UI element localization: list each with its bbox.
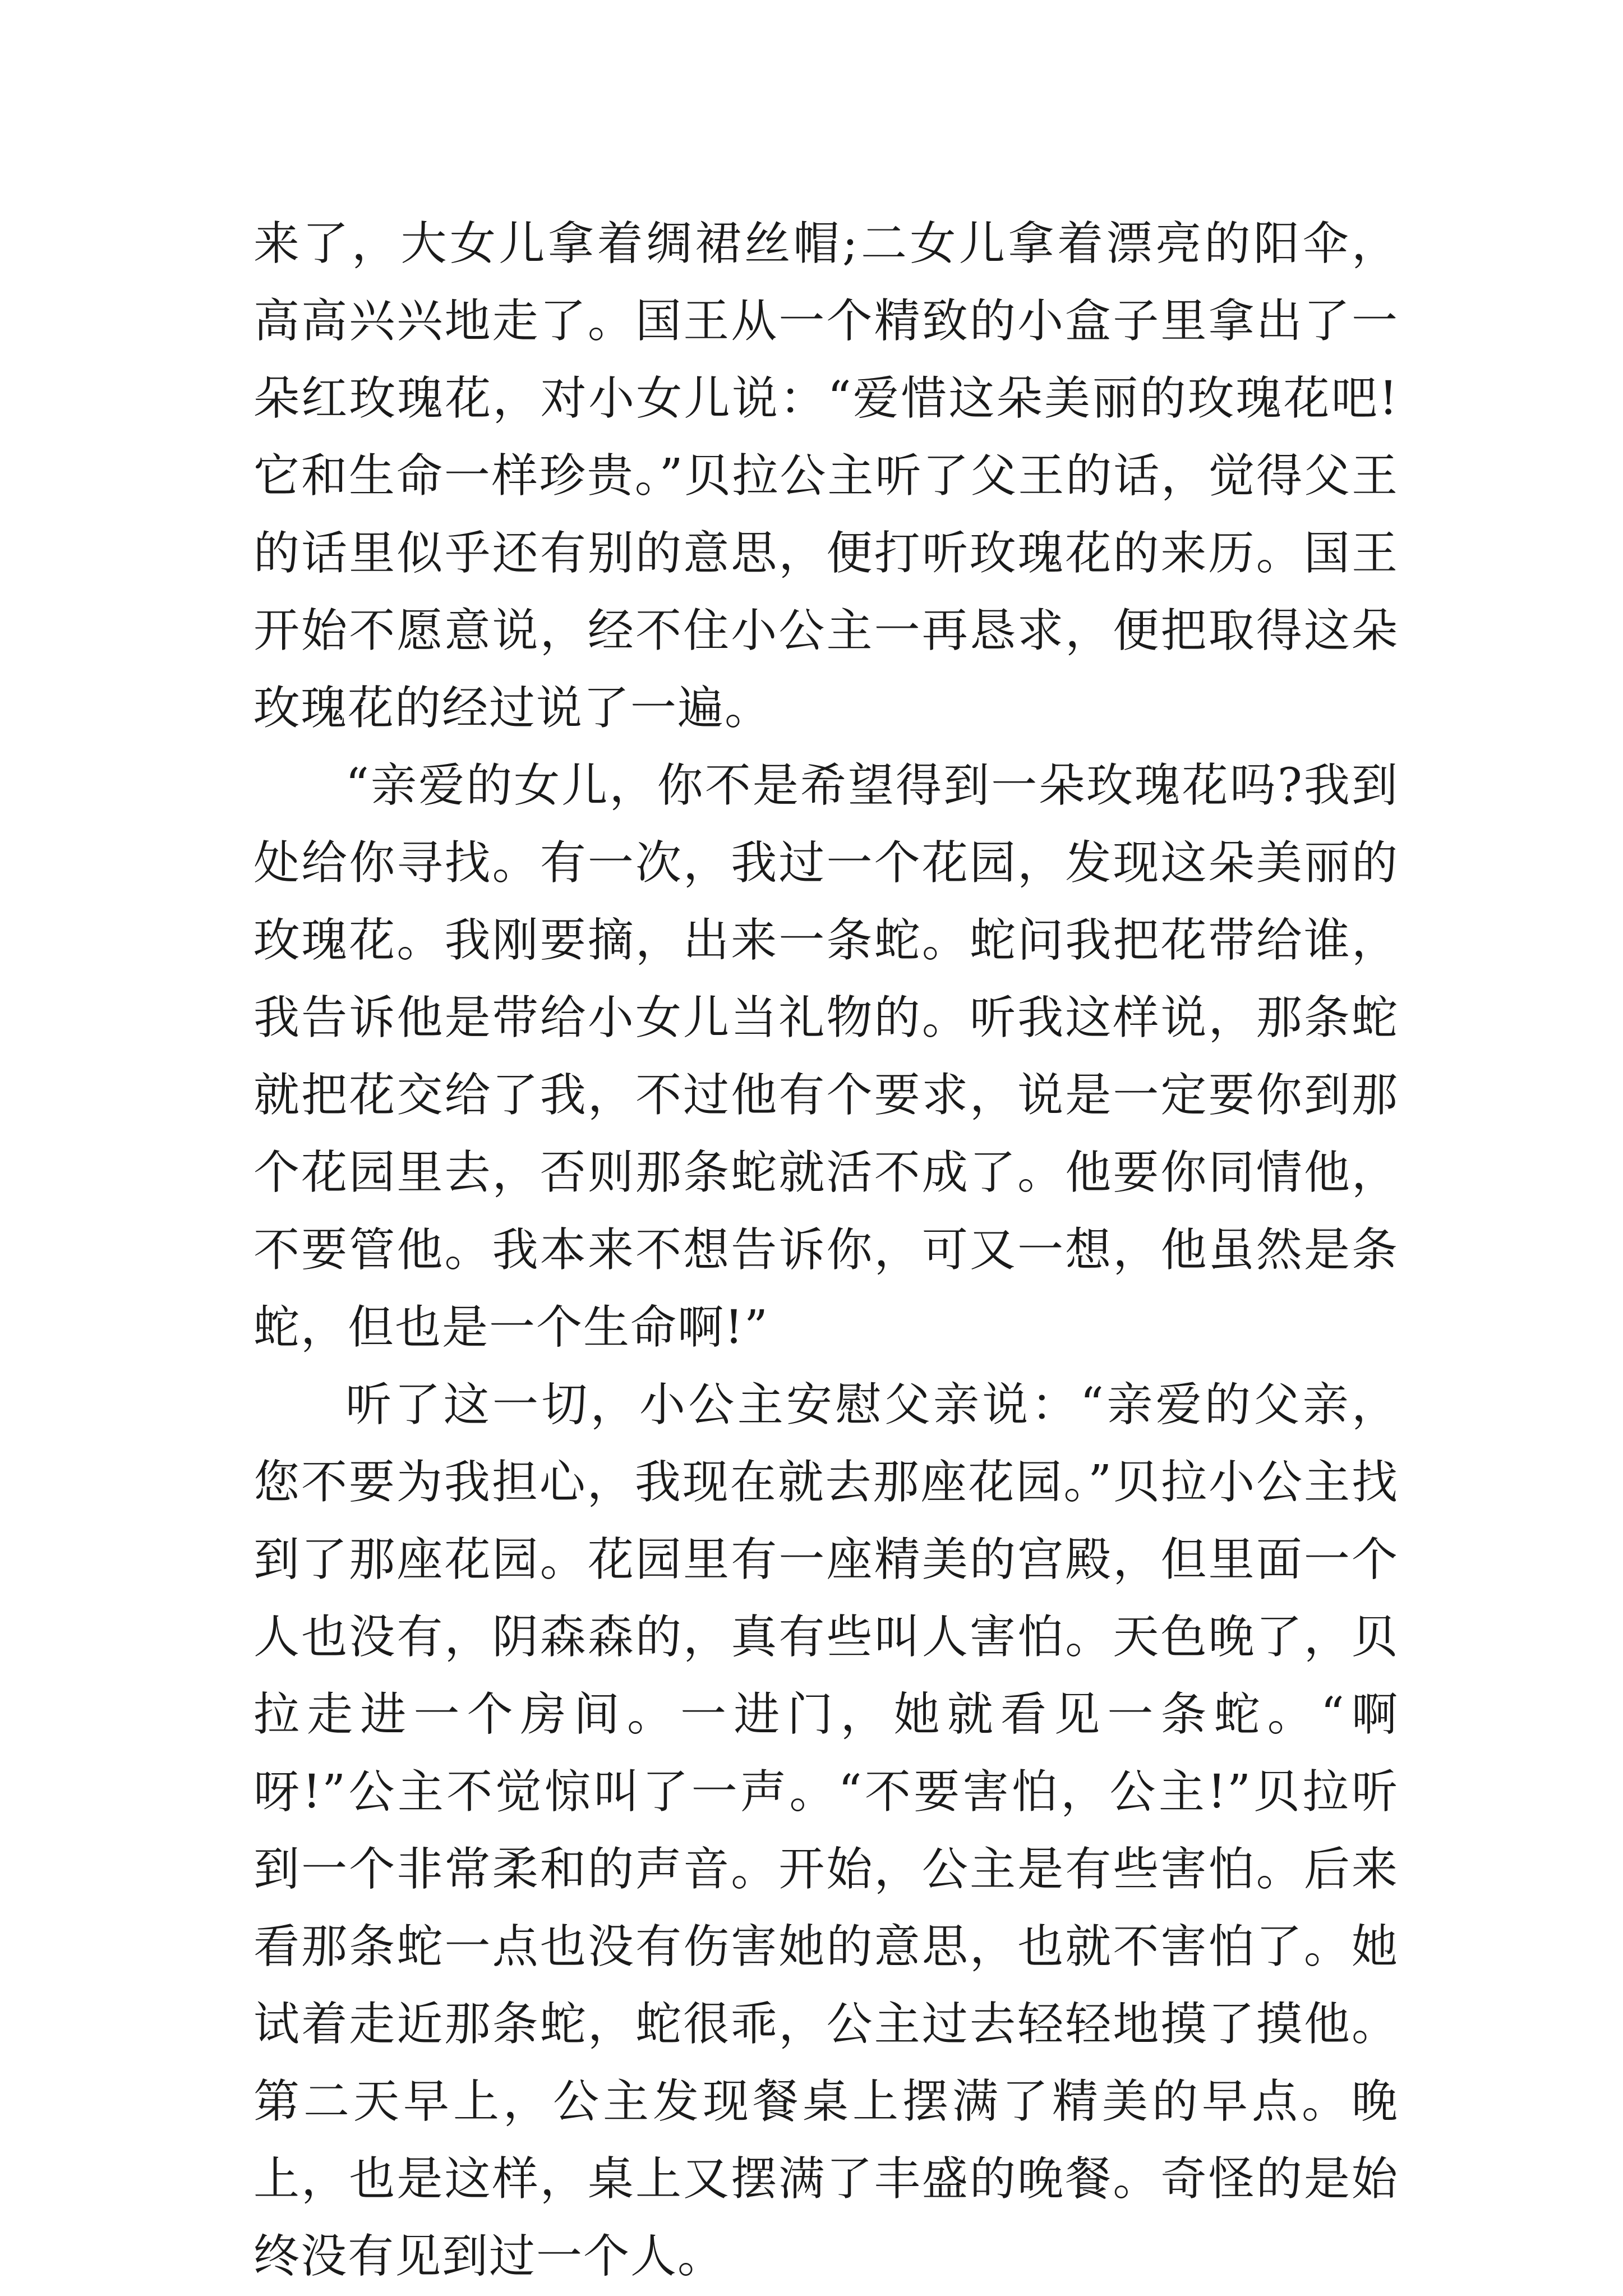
paragraph-1: 来了，大女儿拿着绸裙丝帽;二女儿拿着漂亮的阳伞，高高兴兴地走了。国王从一个精致的小盒子里拿出了一朵红玫瑰花，对小女儿说：“爱惜这朵美丽的玫瑰花吧!它和生命一样珍贵。”贝拉公主听了父王的话，觉得父王的话里似乎还有别的意思，便打听玫瑰花的来历。国王开始不愿意说，经不住小公主一再恳求，便把取得这朵玫瑰花的经过说了一遍。 <box>253 217 1399 735</box>
paragraph-3: 听了这一切，小公主安慰父亲说：“亲爱的父亲，您不要为我担心，我现在就去那座花园。”贝拉小公主找到了那座花园。花园里有一座精美的宫殿，但里面一个人也没有，阴森森的，真有些叫人害怕。天色晚了，贝拉走进一个房间。一进门，她就看见一条蛇。“啊呀!”公主不觉惊叫了一声。“不要害怕，公主!”贝拉听到一个非常柔和的声音。开始，公主是有些害怕。后来看那条蛇一点也没有伤害她的意思，也就不害怕了。她试着走近那条蛇，蛇很乖，公主过去轻轻地摸了摸他。第二天早上，公主发现餐桌上摆满了精美的早点。晚上，也是这样，桌上又摆满了丰盛的晚餐。奇怪的是始终没有见到过一个人。 <box>253 1378 1399 2283</box>
body-text <box>253 205 1399 2295</box>
paragraph-2: “亲爱的女儿，你不是希望得到一朵玫瑰花吗?我到处给你寻找。有一次，我过一个花园，发现这朵美丽的玫瑰花。我刚要摘，出来一条蛇。蛇问我把花带给谁，我告诉他是带给小女儿当礼物的。听我这样说，那条蛇就把花交给了我，不过他有个要求，说是一定要你到那个花园里去，否则那条蛇就活不成了。他要你同情他，不要管他。我本来不想告诉你，可又一想，他虽然是条蛇，但也是一个生命啊!” <box>253 759 1399 1354</box>
